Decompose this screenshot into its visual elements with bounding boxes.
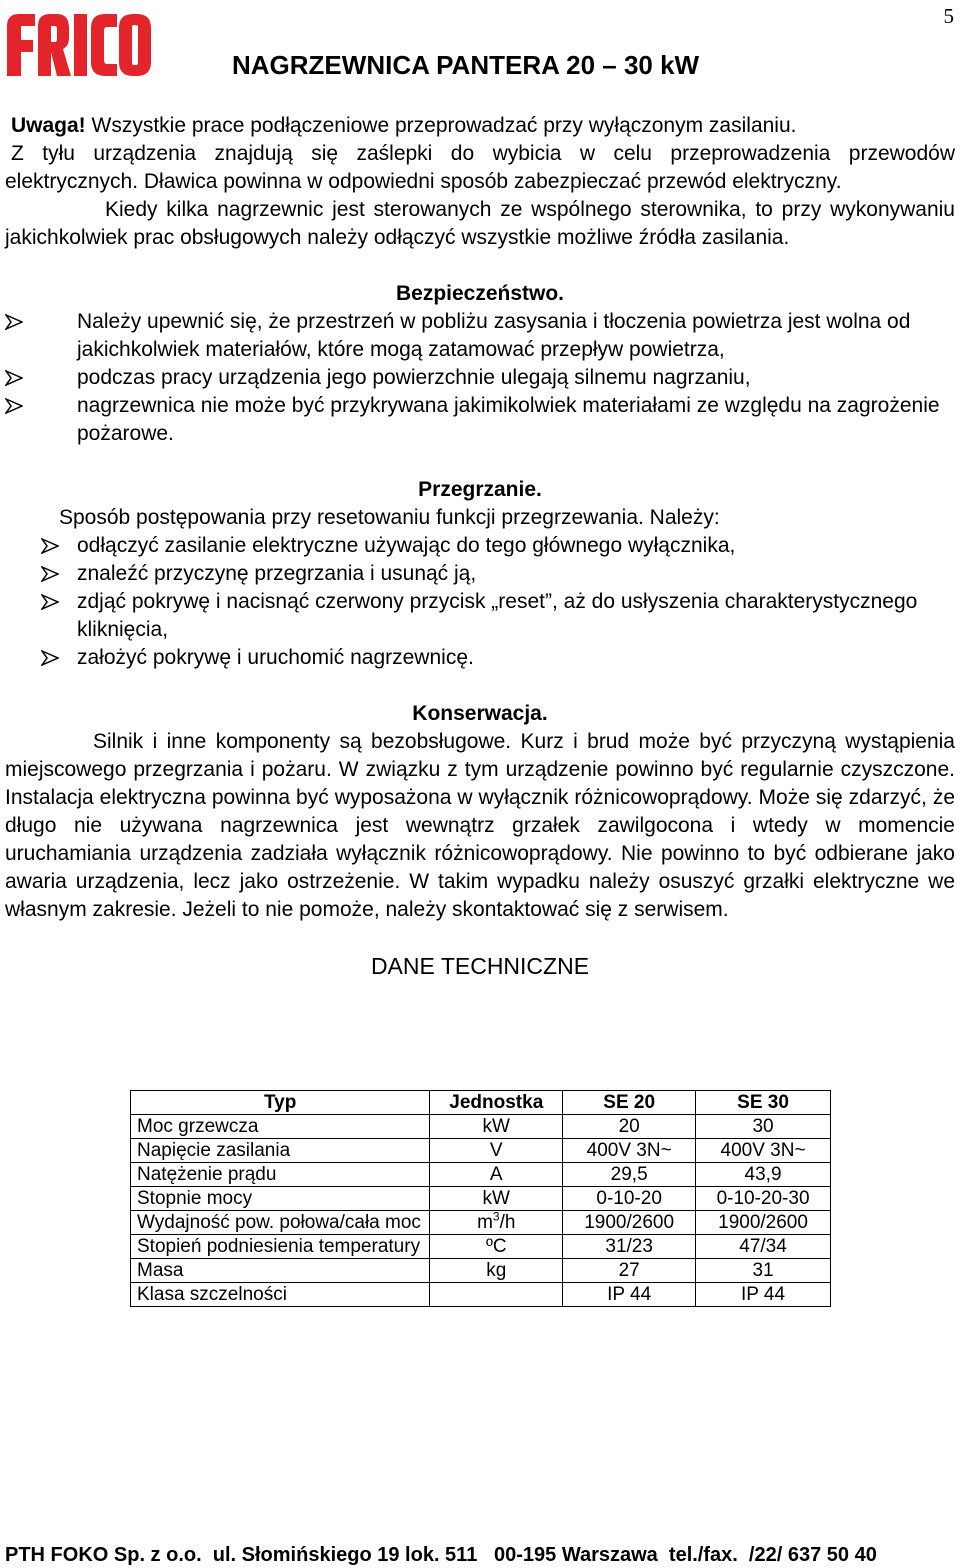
arrow-bullet-icon [41, 532, 61, 560]
tech-data-heading: DANE TECHNICZNE [370, 953, 590, 979]
table-header-row [131, 1091, 831, 1115]
table-cell: 1900/2600 [563, 1211, 696, 1235]
safety-heading: Bezpieczeństwo. [395, 282, 565, 305]
maintenance-paragraph: Silnik i inne komponenty są bezobsługowe. Kurz i brud może być przyczyną wystąpienia miejscowego przegrzania i pożaru. W związku z tym urządzenie powinno być regularnie czyszczone. Instalacja elektryczna powinna być wyposażona w wyłącznik różnicowoprądowy. Może się zdarzyć, że długo nie używana nagrzewnica jest wewnątrz grzałek zawilgocona i wtedy w momencie uruchamiania urządzenia zadziała wyłącznik różnicowoprądowy. Nie powinno to być odbierane jako awaria urządzenia, lecz jako ostrzeżenie. W takim wypadku należy osuszyć grzałki elektryczne we własnym zakresie. Jeżeli to nie pomoże, należy skontaktować się z serwisem. [5, 730, 955, 921]
list-item [5, 364, 955, 392]
list-item [5, 588, 955, 644]
table-cell: Wydajność pow. połowa/cała moc [131, 1211, 430, 1235]
list-item [5, 644, 955, 672]
intro-paragraph-1: Z tyłu urządzenia znajdują się zaślepki do wybicia w celu przeprowadzenia przewodów elektrycznych. Dławica powinna w odpowiedni sposób zabezpieczać przewód elektryczny. [5, 142, 955, 193]
table-cell: 20 [563, 1115, 696, 1139]
table-cell: Masa [131, 1259, 430, 1283]
frico-logo [5, 6, 151, 84]
document-title: NAGRZEWNICA PANTERA 20 – 30 kW [232, 50, 700, 80]
column-header: SE 30 [696, 1091, 831, 1115]
safety-list [5, 308, 955, 448]
table-cell: 1900/2600 [696, 1211, 831, 1235]
arrow-bullet-icon [5, 392, 25, 420]
overheat-item-text: zdjąć pokrywę i nacisnąć czerwony przycisk „reset”, aż do usłyszenia charakterystycznego kliknięcia, [77, 590, 918, 641]
table-cell: 0-10-20-30 [696, 1187, 831, 1211]
overheat-item-text: odłączyć zasilanie elektryczne używając do tego głównego wyłącznika, [77, 534, 736, 557]
table-cell: 400V 3N~ [696, 1139, 831, 1163]
footer-address: PTH FOKO Sp. z o.o. ul. Słomińskiego 19 lok. 511 00-195 Warszawa tel./fax. /22/ 637 50 40 [5, 1544, 877, 1566]
table-cell: 400V 3N~ [563, 1139, 696, 1163]
table-cell: 31/23 [563, 1235, 696, 1259]
list-item [5, 560, 955, 588]
table-cell: kg [430, 1259, 563, 1283]
overheat-heading: Przegrzanie. [418, 478, 542, 501]
tech-data-table [130, 1090, 831, 1307]
table-cell: kW [430, 1115, 563, 1139]
list-item [5, 392, 955, 448]
table-cell: ºC [430, 1235, 563, 1259]
overheat-item-text: znaleźć przyczynę przegrzania i usunąć ją, [77, 562, 477, 585]
table-cell: 0-10-20 [563, 1187, 696, 1211]
table-row [131, 1187, 831, 1211]
warning-line [5, 112, 955, 140]
overheat-item-text: założyć pokrywę i uruchomić nagrzewnicę. [77, 646, 474, 669]
table-cell: 30 [696, 1115, 831, 1139]
safety-item-text: podczas pracy urządzenia jego powierzchnie ulegają silnemu nagrzaniu, [77, 366, 751, 389]
table-cell: 47/34 [696, 1235, 831, 1259]
intro-paragraph-2: Kiedy kilka nagrzewnic jest sterowanych ze wspólnego sterownika, to przy wykonywaniu jakichkolwiek prac obsługowych należy odłączyć wszystkie możliwe źródła zasilania. [5, 198, 955, 249]
table-cell: Napięcie zasilania [131, 1139, 430, 1163]
table-cell: Klasa szczelności [131, 1283, 430, 1307]
table-cell: 31 [696, 1259, 831, 1283]
table-row [131, 1283, 831, 1307]
column-header: SE 20 [563, 1091, 696, 1115]
warning-text: Wszystkie prace podłączeniowe przeprowadzać przy wyłączonym zasilaniu. [85, 114, 797, 137]
overheat-intro: Sposób postępowania przy resetowaniu funkcji przegrzewania. Należy: [59, 506, 720, 529]
table-cell: 29,5 [563, 1163, 696, 1187]
unit-superscript: 3 [492, 1209, 500, 1224]
arrow-bullet-icon [41, 644, 61, 672]
table-row [131, 1211, 831, 1235]
table-row [131, 1259, 831, 1283]
table-cell: A [430, 1163, 563, 1187]
list-item [5, 308, 955, 364]
table-cell: Stopnie mocy [131, 1187, 430, 1211]
overheat-list [5, 532, 955, 672]
table-cell: IP 44 [563, 1283, 696, 1307]
table-cell: Moc grzewcza [131, 1115, 430, 1139]
table-cell-unit [430, 1211, 563, 1235]
frico-logo-graphic [5, 6, 151, 78]
table-row [131, 1115, 831, 1139]
table-cell: 27 [563, 1259, 696, 1283]
maintenance-heading: Konserwacja. [412, 702, 548, 725]
arrow-bullet-icon [41, 588, 61, 616]
table-cell: Stopień podniesienia temperatury [131, 1235, 430, 1259]
document-body [5, 112, 955, 980]
arrow-bullet-icon [5, 308, 25, 336]
arrow-bullet-icon [41, 560, 61, 588]
arrow-bullet-icon [5, 364, 25, 392]
table-row [131, 1235, 831, 1259]
table-cell: kW [430, 1187, 563, 1211]
table-cell: 43,9 [696, 1163, 831, 1187]
table-cell: V [430, 1139, 563, 1163]
table-row [131, 1139, 831, 1163]
column-header: Jednostka [430, 1091, 563, 1115]
safety-item-text: nagrzewnica nie może być przykrywana jakimikolwiek materiałami ze względu na zagrożenie pożarowe. [77, 394, 940, 445]
column-header: Typ [131, 1091, 430, 1115]
unit-base: m [477, 1212, 493, 1233]
safety-item-text: Należy upewnić się, że przestrzeń w pobliżu zasysania i tłoczenia powietrza jest wolna od jakichkolwiek materiałów, które mogą zatamować przepływ powietrza, [77, 310, 911, 361]
list-item [5, 532, 955, 560]
table-row [131, 1163, 831, 1187]
warning-label: Uwaga! [11, 114, 86, 137]
table-cell [430, 1283, 563, 1307]
page-number: 5 [943, 4, 954, 28]
table-cell: Natężenie prądu [131, 1163, 430, 1187]
table-cell: IP 44 [696, 1283, 831, 1307]
unit-suffix: /h [499, 1212, 516, 1233]
